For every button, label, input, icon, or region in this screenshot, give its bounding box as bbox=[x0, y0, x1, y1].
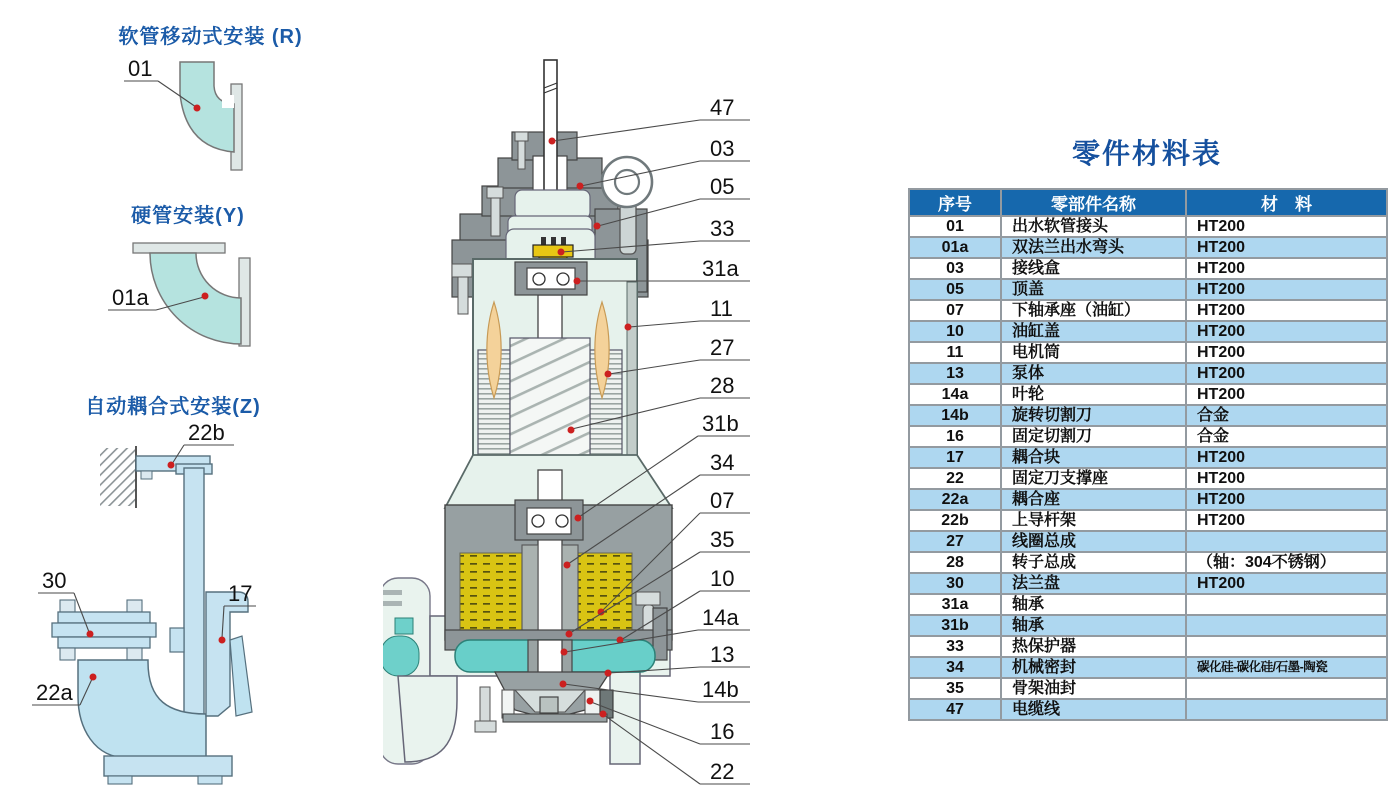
table-row bbox=[909, 300, 1387, 321]
parts-material-table bbox=[908, 188, 1388, 721]
callout-label: 47 bbox=[710, 95, 735, 120]
cell-material: HT200 bbox=[1186, 489, 1387, 510]
suction-channel bbox=[383, 636, 419, 676]
cell-no: 10 bbox=[909, 321, 1001, 342]
cell-material: HT200 bbox=[1186, 573, 1387, 594]
cell-no: 22b bbox=[909, 510, 1001, 531]
cell-material: HT200 bbox=[1186, 300, 1387, 321]
cell-material: HT200 bbox=[1186, 363, 1387, 384]
cell-material: （轴：304不锈钢） bbox=[1186, 552, 1387, 573]
callout-label: 11 bbox=[710, 296, 733, 321]
cell-no: 47 bbox=[909, 699, 1001, 720]
table-row bbox=[909, 594, 1387, 615]
callout-label: 30 bbox=[42, 568, 67, 593]
cell-name: 耦合座 bbox=[1001, 489, 1186, 510]
cell-material bbox=[1186, 594, 1387, 615]
cell-name: 轴承 bbox=[1001, 594, 1186, 615]
callout-label: 13 bbox=[710, 642, 735, 667]
cell-material bbox=[1186, 678, 1387, 699]
table-row bbox=[909, 531, 1387, 552]
table-row bbox=[909, 426, 1387, 447]
cell-name: 轴承 bbox=[1001, 615, 1186, 636]
cell-material: 合金 bbox=[1186, 426, 1387, 447]
callout-label: 17 bbox=[228, 581, 253, 606]
coupling-install-title: 自动耦合式安装(Z) bbox=[85, 396, 261, 418]
wall bbox=[100, 446, 136, 508]
parts-table-title: 零件材料表 bbox=[1071, 138, 1222, 169]
hose-install-diagram bbox=[100, 50, 300, 180]
cell-material: HT200 bbox=[1186, 447, 1387, 468]
cell-no: 22 bbox=[909, 468, 1001, 489]
callout-label: 27 bbox=[710, 335, 735, 360]
table-row bbox=[909, 552, 1387, 573]
cell-name: 耦合块 bbox=[1001, 447, 1186, 468]
table-header-row bbox=[909, 189, 1387, 216]
power-cable bbox=[544, 60, 557, 202]
pump-cross-section-diagram bbox=[383, 52, 835, 800]
cell-name: 机械密封 bbox=[1001, 657, 1186, 678]
cell-name: 叶轮 bbox=[1001, 384, 1186, 405]
cell-no: 22a bbox=[909, 489, 1001, 510]
callout-label: 16 bbox=[710, 719, 735, 744]
table-row bbox=[909, 636, 1387, 657]
cell-no: 27 bbox=[909, 531, 1001, 552]
table-row bbox=[909, 657, 1387, 678]
cell-name: 接线盒 bbox=[1001, 258, 1186, 279]
table-row bbox=[909, 678, 1387, 699]
table-row bbox=[909, 258, 1387, 279]
callout-label: 22b bbox=[188, 420, 225, 445]
oil-volume-right bbox=[572, 553, 632, 631]
cell-name: 骨架油封 bbox=[1001, 678, 1186, 699]
callout-label: 10 bbox=[710, 566, 735, 591]
table-row bbox=[909, 699, 1387, 720]
rotor-core bbox=[510, 338, 590, 468]
lower-bearing bbox=[515, 500, 583, 540]
cell-no: 31a bbox=[909, 594, 1001, 615]
cell-no: 17 bbox=[909, 447, 1001, 468]
cell-no: 05 bbox=[909, 279, 1001, 300]
oil-volume-left bbox=[460, 553, 522, 631]
table-row bbox=[909, 489, 1387, 510]
coupling-install-diagram bbox=[30, 415, 275, 800]
cell-material bbox=[1186, 615, 1387, 636]
cell-name: 旋转切割刀 bbox=[1001, 405, 1186, 426]
base-plate bbox=[104, 756, 232, 784]
cell-no: 11 bbox=[909, 342, 1001, 363]
table-row bbox=[909, 468, 1387, 489]
callout-label: 01 bbox=[128, 56, 153, 81]
cell-name: 固定刀支撑座 bbox=[1001, 468, 1186, 489]
cell-no: 14b bbox=[909, 405, 1001, 426]
pump-callout-11 bbox=[625, 296, 751, 331]
mechanical-seal bbox=[522, 545, 538, 637]
col-header-name: 零部件名称 bbox=[1001, 189, 1186, 216]
table-row bbox=[909, 615, 1387, 636]
cell-material: HT200 bbox=[1186, 279, 1387, 300]
cell-name: 电机筒 bbox=[1001, 342, 1186, 363]
callout-label: 22 bbox=[710, 759, 735, 784]
cell-name: 泵体 bbox=[1001, 363, 1186, 384]
rigid-install-title: 硬管安装(Y) bbox=[131, 205, 245, 227]
flanged-elbow bbox=[133, 243, 250, 346]
cell-material: HT200 bbox=[1186, 237, 1387, 258]
callout-label: 14b bbox=[702, 677, 739, 702]
cell-no: 28 bbox=[909, 552, 1001, 573]
cell-no: 33 bbox=[909, 636, 1001, 657]
table-row bbox=[909, 321, 1387, 342]
cell-name: 出水软管接头 bbox=[1001, 216, 1186, 237]
cell-material bbox=[1186, 636, 1387, 657]
cell-no: 03 bbox=[909, 258, 1001, 279]
cell-material bbox=[1186, 699, 1387, 720]
cell-material: 合金 bbox=[1186, 405, 1387, 426]
col-header-material: 材 料 bbox=[1186, 189, 1387, 216]
cell-name: 转子总成 bbox=[1001, 552, 1186, 573]
cell-no: 31b bbox=[909, 615, 1001, 636]
cell-name: 油缸盖 bbox=[1001, 321, 1186, 342]
cell-name: 顶盖 bbox=[1001, 279, 1186, 300]
table-row bbox=[909, 447, 1387, 468]
cell-no: 01 bbox=[909, 216, 1001, 237]
table-row bbox=[909, 342, 1387, 363]
cell-no: 35 bbox=[909, 678, 1001, 699]
cell-no: 30 bbox=[909, 573, 1001, 594]
table-row bbox=[909, 363, 1387, 384]
discharge-flange-stack bbox=[52, 600, 156, 660]
cell-material: HT200 bbox=[1186, 384, 1387, 405]
cell-name: 电缆线 bbox=[1001, 699, 1186, 720]
cell-no: 01a bbox=[909, 237, 1001, 258]
cell-material: HT200 bbox=[1186, 258, 1387, 279]
callout-label: 05 bbox=[710, 174, 735, 199]
table-row bbox=[909, 573, 1387, 594]
callout-label: 31a bbox=[702, 256, 739, 281]
cell-material: HT200 bbox=[1186, 468, 1387, 489]
hose-install-title: 软管移动式安装 (R) bbox=[118, 26, 303, 48]
callout-label: 22a bbox=[36, 680, 73, 705]
callout-label: 03 bbox=[710, 136, 735, 161]
rigid-install-diagram bbox=[100, 235, 300, 350]
callout-label: 33 bbox=[710, 216, 735, 241]
cell-material bbox=[1186, 531, 1387, 552]
callout-label: 28 bbox=[710, 373, 735, 398]
callout-label: 34 bbox=[710, 450, 735, 475]
cell-no: 07 bbox=[909, 300, 1001, 321]
callout-label: 14a bbox=[702, 605, 739, 630]
cell-name: 上导杆架 bbox=[1001, 510, 1186, 531]
elbow-pipe bbox=[180, 62, 242, 170]
cell-name: 法兰盘 bbox=[1001, 573, 1186, 594]
parts-table-body bbox=[909, 216, 1387, 720]
cell-material: HT200 bbox=[1186, 216, 1387, 237]
cell-material: HT200 bbox=[1186, 342, 1387, 363]
cell-material: HT200 bbox=[1186, 321, 1387, 342]
callout-label: 35 bbox=[710, 527, 735, 552]
cell-no: 16 bbox=[909, 426, 1001, 447]
cell-name: 热保护器 bbox=[1001, 636, 1186, 657]
callout-label: 31b bbox=[702, 411, 739, 436]
table-row bbox=[909, 279, 1387, 300]
cell-name: 线圈总成 bbox=[1001, 531, 1186, 552]
pump-foot-left bbox=[398, 676, 457, 762]
callout-label: 01a bbox=[112, 285, 149, 310]
pump-foot-right bbox=[610, 672, 640, 764]
cell-name: 下轴承座（油缸） bbox=[1001, 300, 1186, 321]
col-header-no: 序号 bbox=[909, 189, 1001, 216]
coupling-claw bbox=[206, 592, 252, 716]
cell-no: 14a bbox=[909, 384, 1001, 405]
table-row bbox=[909, 384, 1387, 405]
cell-material: 碳化硅-碳化硅/石墨-陶瓷 bbox=[1186, 657, 1387, 678]
cell-no: 34 bbox=[909, 657, 1001, 678]
top-flange bbox=[133, 243, 225, 253]
callout-label: 07 bbox=[710, 488, 735, 513]
table-row bbox=[909, 216, 1387, 237]
table-row bbox=[909, 405, 1387, 426]
cell-material: HT200 bbox=[1186, 510, 1387, 531]
table-row bbox=[909, 237, 1387, 258]
cell-no: 13 bbox=[909, 363, 1001, 384]
table-row bbox=[909, 510, 1387, 531]
cell-name: 双法兰出水弯头 bbox=[1001, 237, 1186, 258]
cell-name: 固定切割刀 bbox=[1001, 426, 1186, 447]
